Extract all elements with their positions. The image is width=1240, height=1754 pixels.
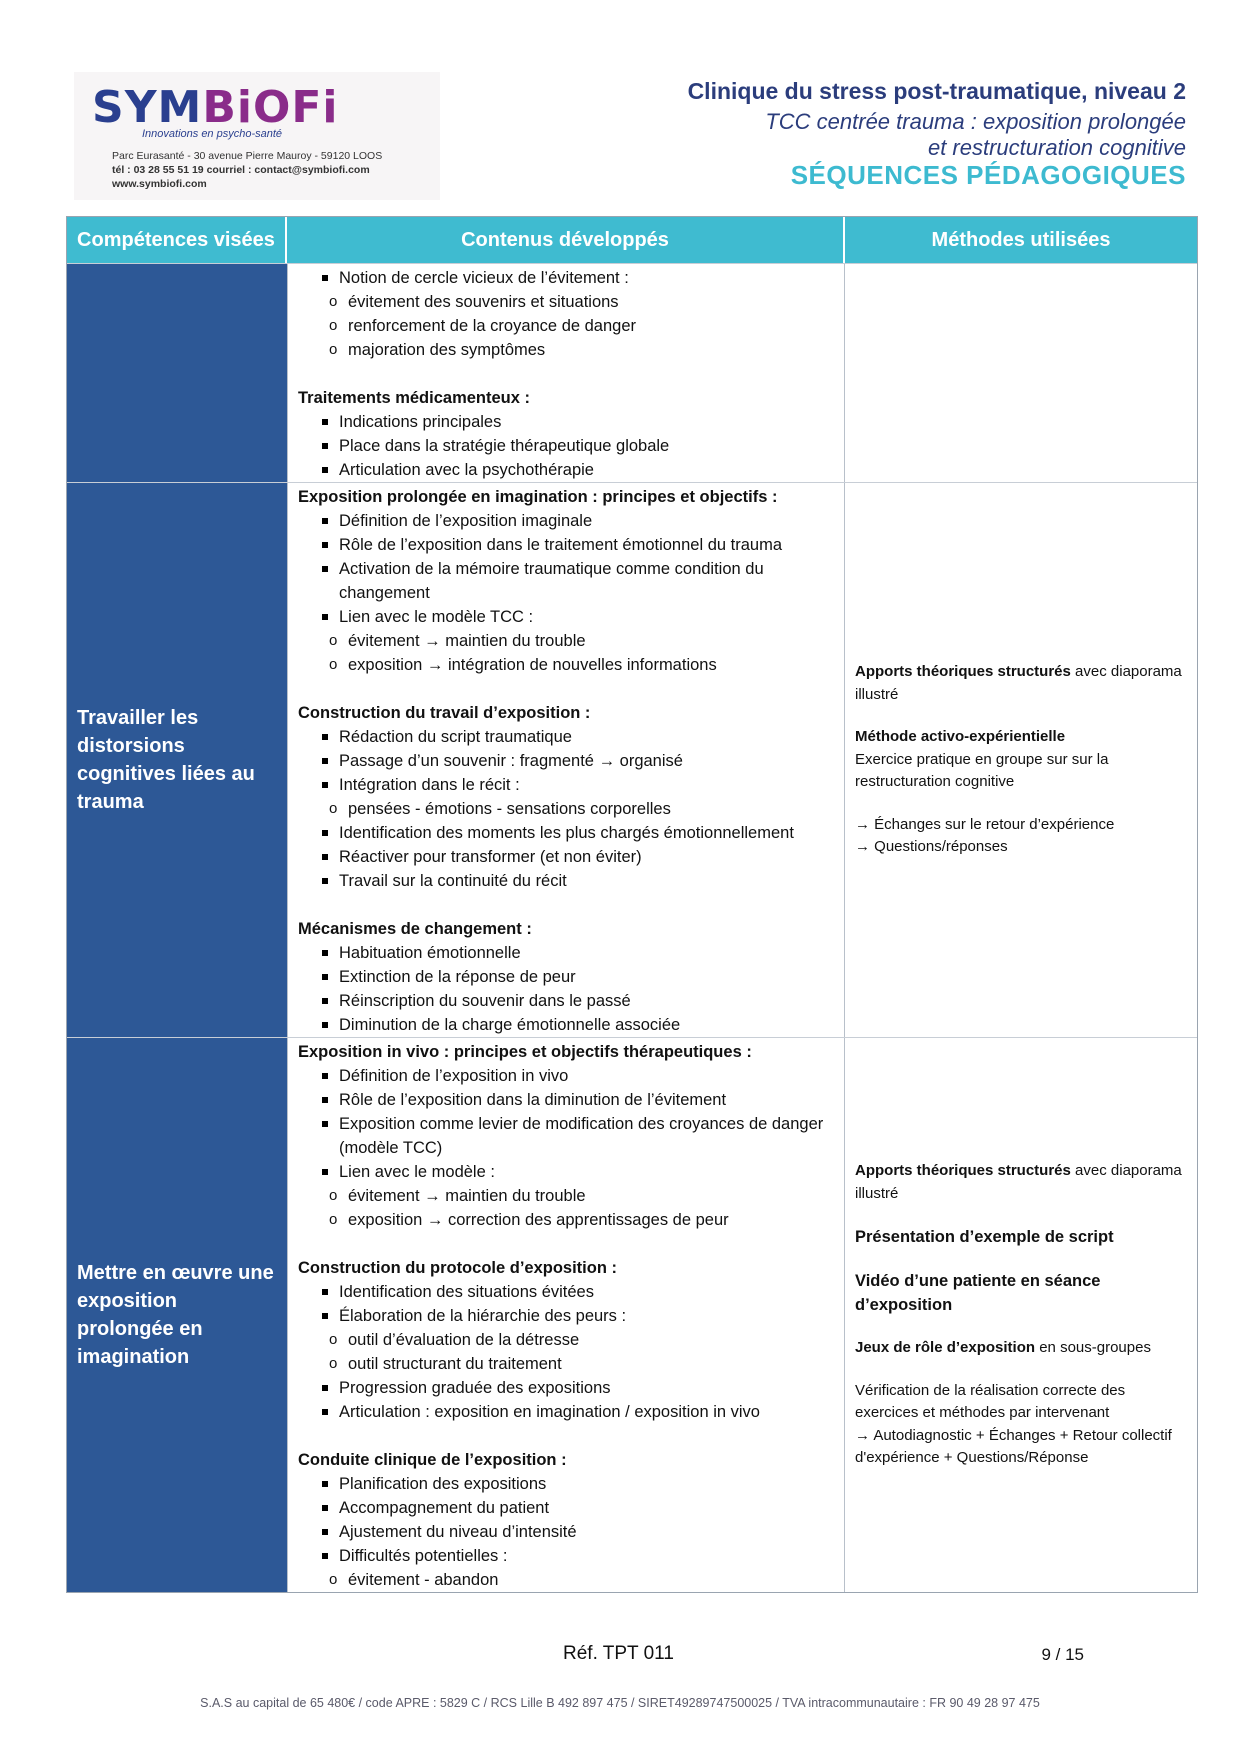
bullet-item: Place dans la stratégie thérapeutique globale xyxy=(298,434,834,458)
bullet-item: Identification des situations évitées xyxy=(298,1280,834,1304)
spacer xyxy=(298,1232,834,1256)
table-header xyxy=(67,217,1197,263)
method-item: Vidéo d’une patiente en séance d’exposition xyxy=(855,1272,1101,1315)
spacer xyxy=(298,893,834,917)
sequences-table xyxy=(66,216,1198,1593)
bullet-item: Lien avec le modèle : xyxy=(298,1160,834,1184)
column-header-contenus: Contenus développés xyxy=(287,217,845,263)
sub-item: o évitement - abandon xyxy=(298,1568,834,1592)
company-website: www.symbiofi.com xyxy=(112,178,207,190)
page-number: 9 / 15 xyxy=(1041,1645,1084,1664)
methods-cell xyxy=(845,1038,1197,1592)
bullet-item: Intégration dans le récit : xyxy=(298,773,834,797)
method-item: → Échanges sur le retour d’expérience → Questions/réponses xyxy=(855,815,1115,856)
document-reference: Réf. TPT 011 xyxy=(563,1643,674,1664)
content-heading: Construction du protocole d’exposition : xyxy=(298,1259,617,1277)
bullet-item: Accompagnement du patient xyxy=(298,1496,834,1520)
logo-tagline: Innovations en psycho-santé xyxy=(142,128,283,140)
bullet-item: Identification des moments les plus chargés émotionnellement xyxy=(298,821,834,845)
competence-cell xyxy=(67,264,287,482)
table-row xyxy=(67,263,1197,482)
legal-footer: S.A.S au capital de 65 480€ / code APRE : 5829 C / RCS Lille B 492 897 475 / SIRET49289747500025 / TVA intracommunautaire : FR 90 49 28 97 475 xyxy=(200,1696,1040,1710)
document-subtitle-line1: TCC centrée trauma : exposition prolongée xyxy=(765,109,1186,134)
bullet-item: Réactiver pour transformer (et non éviter) xyxy=(298,845,834,869)
method-item: Jeux de rôle d’exposition en sous-groupes xyxy=(855,1339,1151,1357)
bullet-item: Difficultés potentielles : xyxy=(298,1544,834,1568)
bullet-item: Ajustement du niveau d’intensité xyxy=(298,1520,834,1544)
method-item: Présentation d’exemple de script xyxy=(855,1228,1114,1247)
bullet-item: Rédaction du script traumatique xyxy=(298,725,834,749)
content-heading: Mécanismes de changement : xyxy=(298,920,532,938)
bullet-item: Rôle de l’exposition dans le traitement émotionnel du trauma xyxy=(298,533,834,557)
sub-item: o exposition → correction des apprentissages de peur xyxy=(298,1208,834,1232)
section-heading: SÉQUENCES PÉDAGOGIQUES xyxy=(790,160,1186,190)
competence-cell: Mettre en œuvre une exposition prolongée en imagination xyxy=(67,1038,287,1592)
sub-item: o évitement → maintien du trouble xyxy=(298,629,834,653)
spacer xyxy=(298,1424,834,1448)
contents-cell xyxy=(287,264,845,482)
content-heading: Exposition prolongée en imagination : principes et objectifs : xyxy=(298,488,778,506)
document-title: Clinique du stress post-traumatique, niveau 2 xyxy=(687,78,1186,104)
bullet-item: Progression graduée des expositions xyxy=(298,1376,834,1400)
content-heading: Conduite clinique de l’exposition : xyxy=(298,1451,567,1469)
spacer xyxy=(298,677,834,701)
bullet-item: Exposition comme levier de modification des croyances de danger (modèle TCC) xyxy=(298,1112,834,1160)
methods-cell xyxy=(845,264,1197,482)
bullet-item: Articulation avec la psychothérapie xyxy=(298,458,834,482)
bullet-item: Extinction de la réponse de peur xyxy=(298,965,834,989)
sub-item: o pensées - émotions - sensations corporelles xyxy=(298,797,834,821)
method-item: Méthode activo-expérientielle Exercice pratique en groupe sur sur la restructuration cognitive xyxy=(855,728,1109,791)
bullet-item: Passage d’un souvenir : fragmenté → organisé xyxy=(298,749,834,773)
content-heading: Traitements médicamenteux : xyxy=(298,389,530,407)
company-address: Parc Eurasanté - 30 avenue Pierre Mauroy - 59120 LOOS xyxy=(112,150,383,162)
company-logo xyxy=(74,72,440,200)
table-row xyxy=(67,482,1197,1037)
bullet-item: Planification des expositions xyxy=(298,1472,834,1496)
company-contact: tél : 03 28 55 51 19 courriel : contact@symbiofi.com xyxy=(112,164,370,176)
logo-wordmark: SYMBiOFi xyxy=(92,82,339,133)
content-heading: Construction du travail d’exposition : xyxy=(298,704,591,722)
sub-item: o évitement → maintien du trouble xyxy=(298,1184,834,1208)
contents-cell xyxy=(287,483,845,1037)
competence-cell: Travailler les distorsions cognitives liées au trauma xyxy=(67,483,287,1037)
sub-item: o renforcement de la croyance de danger xyxy=(298,314,834,338)
sub-item: o outil structurant du traitement xyxy=(298,1352,834,1376)
bullet-item: Réinscription du souvenir dans le passé xyxy=(298,989,834,1013)
bullet-item: Rôle de l’exposition dans la diminution de l’évitement xyxy=(298,1088,834,1112)
bullet-item: Définition de l’exposition in vivo xyxy=(298,1064,834,1088)
sub-item: o exposition → intégration de nouvelles informations xyxy=(298,653,834,677)
method-item: Apports théoriques structurés avec diaporama illustré xyxy=(855,663,1182,703)
document-subtitle-line2: et restructuration cognitive xyxy=(927,135,1186,160)
bullet-item: Définition de l’exposition imaginale xyxy=(298,509,834,533)
bullet-item: Diminution de la charge émotionnelle associée xyxy=(298,1013,834,1037)
sub-item: o évitement des souvenirs et situations xyxy=(298,290,834,314)
bullet-item: Élaboration de la hiérarchie des peurs : xyxy=(298,1304,834,1328)
method-item: Apports théoriques structurés avec diaporama illustré xyxy=(855,1162,1182,1202)
bullet-item: Habituation émotionnelle xyxy=(298,941,834,965)
table-row xyxy=(67,1037,1197,1592)
bullet-item: Articulation : exposition en imagination / exposition in vivo xyxy=(298,1400,834,1424)
sub-item: o majoration des symptômes xyxy=(298,338,834,362)
contents-cell xyxy=(287,1038,845,1592)
sub-item: o outil d’évaluation de la détresse xyxy=(298,1328,834,1352)
column-header-methodes: Méthodes utilisées xyxy=(931,228,1111,251)
method-item: Vérification de la réalisation correcte des exercices et méthodes par intervenant → Autodiagnostic + Échanges + Retour collectif d'expérience + Questions/Réponse xyxy=(855,1381,1172,1467)
column-header-competences: Compétences visées xyxy=(67,217,287,263)
bullet-item: Indications principales xyxy=(298,410,834,434)
bullet-item: Lien avec le modèle TCC : xyxy=(298,605,834,629)
bullet-item: Activation de la mémoire traumatique comme condition du changement xyxy=(298,557,834,605)
spacer xyxy=(298,362,834,386)
bullet-item: Travail sur la continuité du récit xyxy=(298,869,834,893)
methods-cell xyxy=(845,483,1197,1037)
content-heading: Exposition in vivo : principes et objectifs thérapeutiques : xyxy=(298,1043,752,1061)
bullet-item: Notion de cercle vicieux de l’évitement : xyxy=(298,266,834,290)
